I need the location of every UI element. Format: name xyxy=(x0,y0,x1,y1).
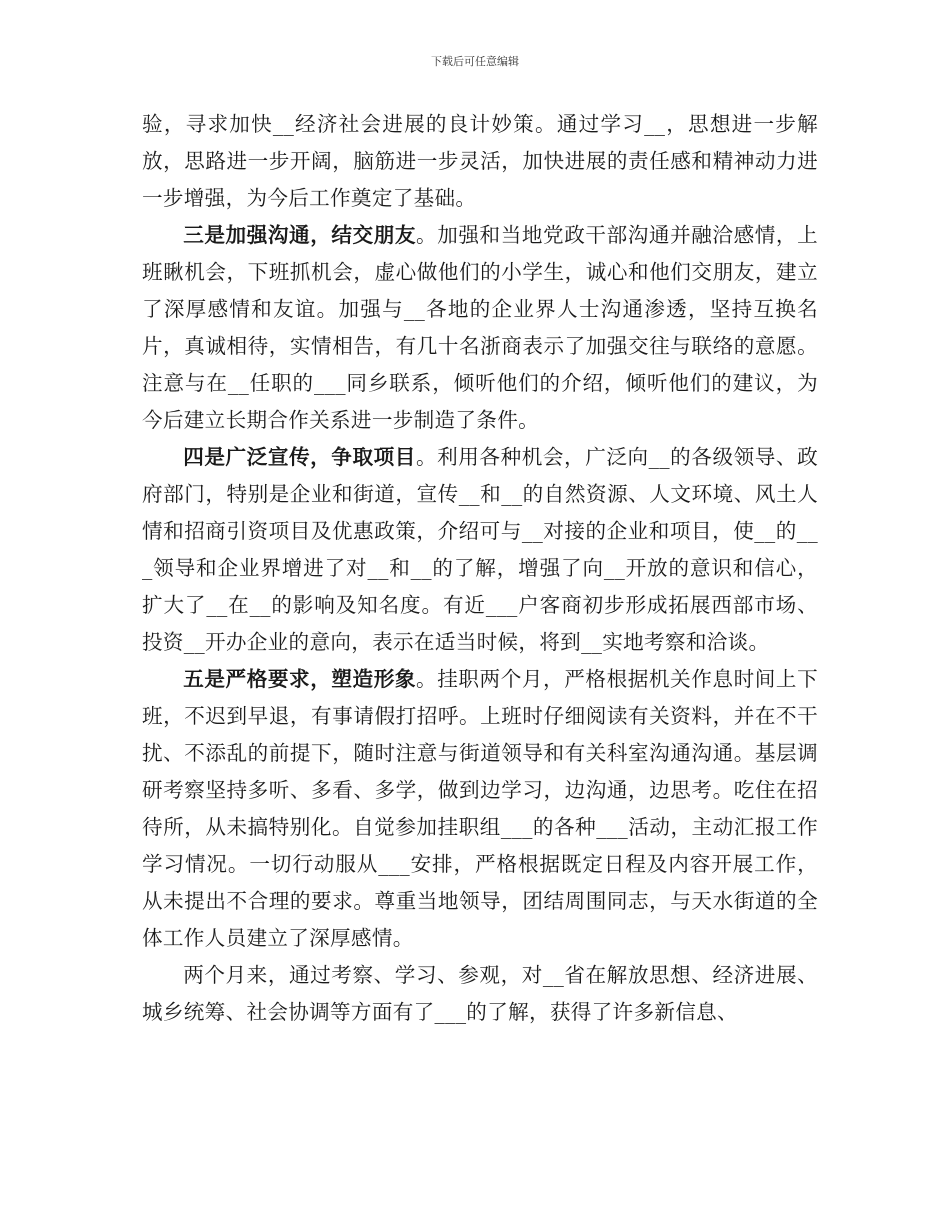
paragraph-text: 验，寻求加快__经济社会进展的良计妙策。通过学习__，思想进一步解放，思路进一步开阔，脑筋进一步灵活，加快进展的责任感和精神动力进一步增强，为今后工作奠定了基础。 xyxy=(142,112,818,210)
paragraph-1 xyxy=(142,106,818,217)
paragraph-text: 两个月来，通过考察、学习、参观，对__省在解放思想、经济进展、城乡统筹、社会协调等方面有了___的了解，获得了许多新信息、 xyxy=(142,963,818,1024)
paragraph-text: 。加强和当地党政干部沟通并融洽感情，上班瞅机会，下班抓机会，虚心做他们的小学生，诚心和他们交朋友，建立了深厚感情和友谊。加强与__各地的企业界人士沟通渗透，坚持互换名片，真诚相待，实情相告，有几十名浙商表示了加强交往与联络的意愿。注意与在__任职的___同乡联系，倾听他们的介绍，倾听他们的建议，为今后建立长期合作关系进一步制造了条件。 xyxy=(142,223,818,432)
paragraph-lead: 四是广泛宣传，争取项目 xyxy=(183,445,416,469)
paragraph-4 xyxy=(142,661,818,957)
paragraph-text: 。利用各种机会，广泛向__的各级领导、政府部门，特别是企业和街道，宣传__和__的自然资源、人文环境、风土人情和招商引资项目及优惠政策，介绍可与__对接的企业和项目，使__的___领导和企业界增进了对__和__的了解，增强了向__开放的意识和信心，扩大了__在__的影响及知名度。有近___户客商初步形成拓展西部市场、投资__开办企业的意向，表示在适当时候，将到__实地考察和洽谈。 xyxy=(142,445,818,654)
paragraph-5 xyxy=(142,957,818,1031)
paragraph-lead: 五是严格要求，塑造形象 xyxy=(183,667,417,691)
page-header: 下载后可任意编辑 xyxy=(431,55,519,68)
paragraph-3 xyxy=(142,439,818,661)
paragraph-text: 。挂职两个月，严格根据机关作息时间上下班，不迟到早退，有事请假打招呼。上班时仔细阅读有关资料，并在不干扰、不添乱的前提下，随时注意与街道领导和有关科室沟通沟通。基层调研考察坚持多听、多看、多学，做到边学习，边沟通，边思考。吃住在招待所，从未搞特别化。自觉参加挂职组___的各种___活动，主动汇报工作学习情况。一切行动服从___安排，严格根据既定日程及内容开展工作，从未提出不合理的要求。尊重当地领导，团结周围同志，与天水街道的全体工作人员建立了深厚感情。 xyxy=(142,667,818,950)
paragraph-2 xyxy=(142,217,818,439)
document-body xyxy=(142,106,818,1031)
paragraph-lead: 三是加强沟通，结交朋友 xyxy=(183,223,417,247)
